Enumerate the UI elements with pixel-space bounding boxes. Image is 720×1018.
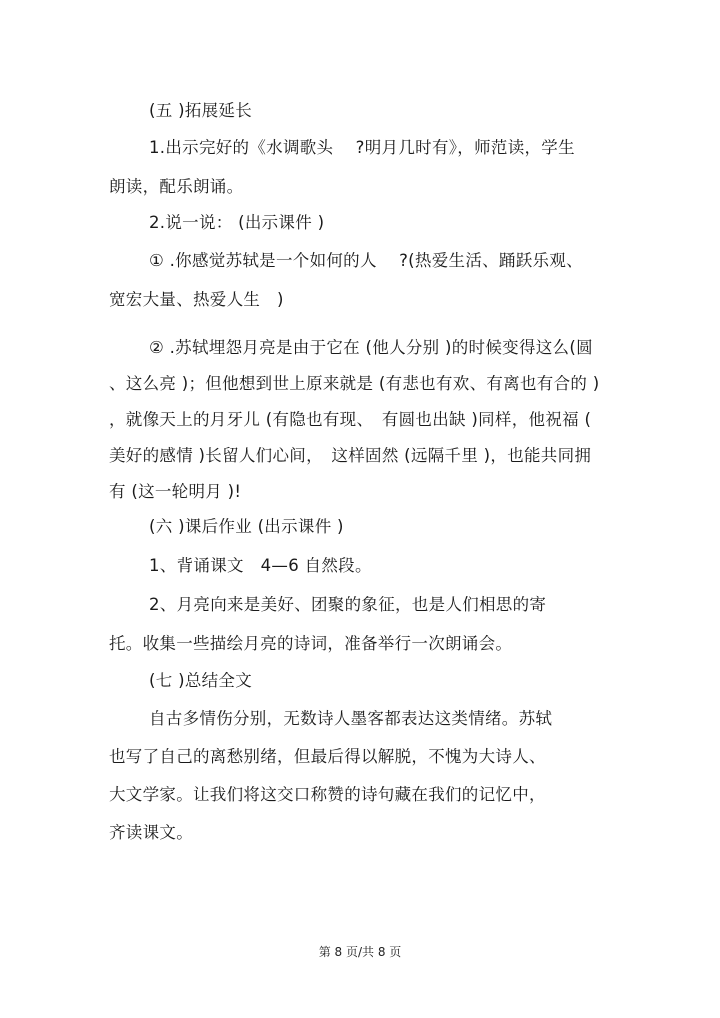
paragraph-line: 1、背诵课文 4—6 自然段。 <box>149 556 372 575</box>
paragraph-line: ，就像天上的月牙儿 (有隐也有现、 有圆也出缺 )同样，他祝福 ( <box>109 410 592 429</box>
paragraph-line: 2.说一说： (出示课件 ) <box>149 213 325 232</box>
paragraph-line: 朗读，配乐朗诵。 <box>109 177 244 196</box>
paragraph-line: 2、月亮向来是美好、团聚的象征，也是人们相思的寄 <box>149 595 547 614</box>
section-heading-homework: (六 )课后作业 (出示课件 ) <box>149 517 344 536</box>
paragraph-line: 、这么亮 )；但他想到世上原来就是 (有悲也有欢、有离也有合的 ) <box>109 374 600 393</box>
paragraph-line: 宽宏大量、热爱人生 ) <box>109 290 284 309</box>
paragraph-line: 美好的感情 )长留人们心间， 这样固然 (远隔千里 )，也能共同拥 <box>109 446 592 465</box>
paragraph-line: 托。收集一些描绘月亮的诗词，准备举行一次朗诵会。 <box>109 634 513 653</box>
paragraph-line: 大文学家。让我们将这交口称赞的诗句藏在我们的记忆中， <box>109 785 546 804</box>
section-heading-summary: (七 )总结全文 <box>149 671 253 690</box>
section-heading-extension: (五 )拓展延长 <box>149 101 253 120</box>
paragraph-line: ② .苏轼埋怨月亮是由于它在 (他人分别 )的时候变得这么(圆 <box>149 338 593 357</box>
paragraph-line: ① .你感觉苏轼是一个如何的人 ?(热爱生活、踊跃乐观、 <box>149 251 583 270</box>
paragraph-line: 有 (这一轮明月 )! <box>109 482 242 501</box>
paragraph-line: 齐读课文。 <box>109 823 193 842</box>
page-number-footer: 第 8 页/共 8 页 <box>318 945 402 959</box>
paragraph-line: 也写了自己的离愁别绪，但最后得以解脱，不愧为大诗人、 <box>109 747 546 766</box>
paragraph-line: 1.出示完好的《水调歌头 ?明月几时有》，师范读，学生 <box>149 138 575 157</box>
paragraph-line: 自古多情伤分别，无数诗人墨客都表达这类情绪。苏轼 <box>149 709 553 728</box>
